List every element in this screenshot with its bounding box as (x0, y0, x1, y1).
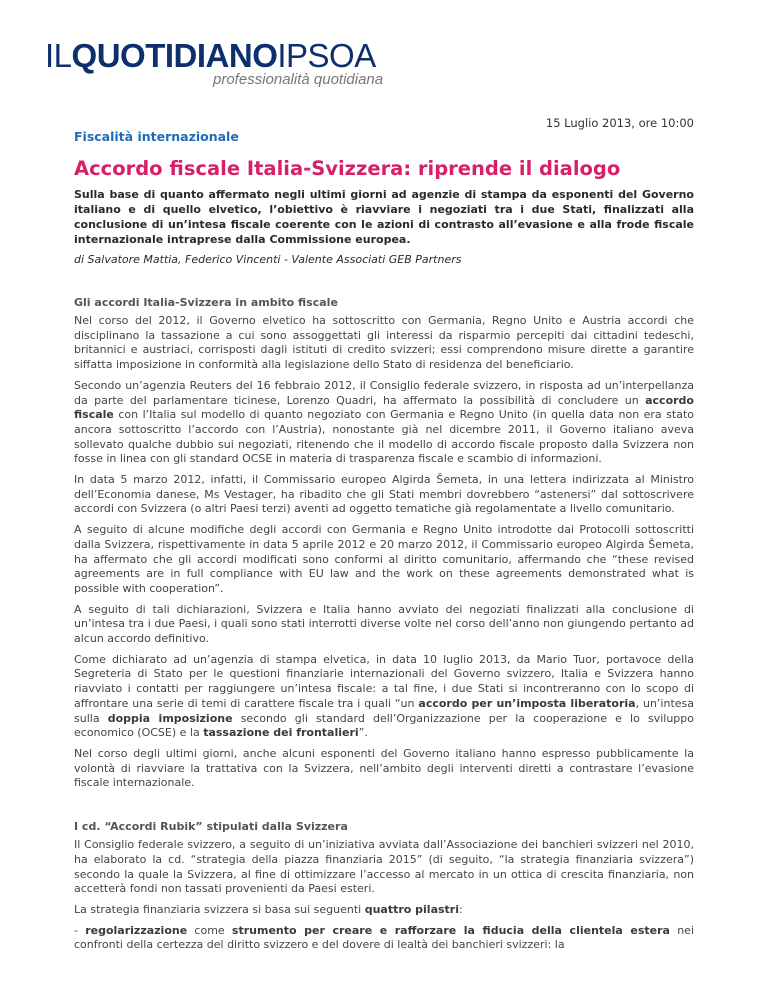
text-run: ”. (358, 726, 368, 740)
text-run: La strategia finanziaria svizzera si basa sui seguenti (74, 902, 365, 916)
paragraph (74, 653, 694, 741)
bold-term: accordo fiscale (74, 393, 694, 422)
text-run: , un’intesa sulla (74, 696, 695, 725)
bold-term: accordo per un’imposta liberatoria (418, 696, 636, 710)
paragraph: Nel corso del 2012, il Governo elvetico ha sottoscritto con Germania, Regno Unito e Austria accordi che disciplinano la tassazione a cui sono assoggettati gli interessi da risparmio percepiti dai cittadini tedeschi, britannici e austriaci, corrisposti dagli istituti di credito svizzeri; essi comprendono misure dirette a garantire siffatta imposizione in conformità alla legislazione dello Stato di residenza del beneficiario. (74, 314, 694, 372)
bold-term: doppia imposizione (107, 711, 233, 725)
paragraph: A seguito di alcune modifiche degli accordi con Germania e Regno Unito introdotte dai Protocolli sottoscritti dalla Svizzera, rispettivamente in data 5 aprile 2012 e 20 marzo 2012, il Commissario europeo Algirda Šemeta, ha affermato che gli accordi modificati sono conformi al diritto comunitario, affermando che “these revised agreements are in full compliance with EU law and the work on these agreements demonstrated what is possible with cooperation”. (74, 523, 694, 595)
bold-term: strumento per creare e rafforzare la fiducia della clientela estera (231, 923, 670, 937)
bold-term: tassazione dei frontalieri (203, 726, 359, 740)
paragraph (74, 379, 694, 467)
paragraph: A seguito di tali dichiarazioni, Svizzera e Italia hanno avviato dei negoziati finalizzati alla conclusione di un’intesa tra i due Paesi, i quali sono stati interrotti diverse volte nel corso dell’anno non giungendo pertanto ad alcun accordo definitivo. (74, 602, 694, 646)
publication-logo[interactable] (45, 38, 383, 88)
article-abstract: Sulla base di quanto affermato negli ultimi giorni ad agenzie di stampa da esponenti del Governo italiano e di quello elvetico, l’obiettivo è riavviare i negoziati tra i due Stati, finalizzati alla conclusione di un’intesa fiscale coerente con le azioni di contrasto all’evasione e alla frode fiscale internazionale intraprese dalla Commissione europea. (74, 188, 694, 246)
text-run: come (187, 923, 232, 937)
text-run: : (459, 902, 463, 916)
logo-quotidiano: QUOTIDIANO (71, 37, 278, 74)
paragraph: In data 5 marzo 2012, infatti, il Commissario europeo Algirda Šemeta, in una lettera indirizzata al Ministro dell’Economia danese, Ms Vestager, ha ribadito che gli Stati membri dovrebbero “astenersi” dal sottoscrivere accordi con Svizzera (o altri Paesi terzi) aventi ad oggetto tematiche già regolamentate a livello comunitario. (74, 473, 694, 516)
section-heading: Gli accordi Italia-Svizzera in ambito fiscale (74, 296, 338, 309)
article-content (74, 129, 694, 959)
section-heading: I cd. “Accordi Rubik” stipulati dalla Svizzera (74, 820, 348, 834)
paragraph: Nel corso degli ultimi giorni, anche alcuni esponenti del Governo italiano hanno espresso pubblicamente la volontà di riavviare la trattativa con la Svizzera, nell’ambito degli interventi diretti a contrastare l’evasione fiscale internazionale. (74, 746, 694, 790)
bold-term: quattro pilastri (364, 902, 459, 916)
paragraph: Il Consiglio federale svizzero, a seguito di un’iniziativa avviata dall’Associazione dei banchieri svizzeri nel 2010, ha elaborato la cd. “strategia della piazza finanziaria 2015” (di seguito, “la strategia finanziaria svizzera”) secondo la quale la Svizzera, al fine di ottimizzare l’accesso al mercato in un ottica di crescita finanziaria, non accetterà fondi non tassati provenienti da Paesi esteri. (74, 838, 694, 896)
logo-tagline: professionalità quotidiana (213, 71, 384, 88)
logo-wordmark (45, 38, 383, 74)
article-title: Accordo fiscale Italia-Svizzera: riprende il dialogo (74, 157, 621, 180)
text-run: con l’Italia sul modello di quanto negoziato con Germania e Regno Unito (in quella data non era stato ancora sottoscritto l’accordo con l’Austria), nonostante già nel dicembre 2011, il Governo italiano aveva sollevato qualche dubbio sui negoziati, ritenendo che il modello di accordo fiscale proposto dalla Svizzera non fosse in linea con gli standard OCSE in materia di trasparenza fiscale e scambio di informazioni. (74, 408, 694, 466)
bold-term: regolarizzazione (85, 923, 188, 937)
text-run: Come dichiarato ad un’agenzia di stampa elvetica, in data 10 luglio 2013, da Mario Tuor, portavoce della Segreteria di Stato per le questioni finanziarie internazionali del Governo svizzero, Italia e Svizzera hanno riavviato i contatti per raggiungere un’intesa fiscale: a tal fine, i due Stati si incontreranno con lo scopo di affrontare una serie di temi di carattere fiscale tra i quali “un (74, 652, 694, 710)
publication-date: 15 Luglio 2013, ore 10:00 (545, 116, 694, 130)
logo-il: IL (45, 37, 72, 74)
text-run: - (74, 923, 86, 937)
text-run: secondo gli standard dell’Organizzazione per la cooperazione e lo sviluppo economico (OCSE) e la (74, 711, 694, 740)
paragraph (74, 903, 694, 918)
text-run: nei confronti della certezza del diritto svizzero e del dovere di lealtà dei banchieri svizzeri: la (74, 923, 694, 952)
logo-ipsoa: IPSOA (277, 37, 376, 74)
section-label[interactable]: Fiscalità internazionale (74, 129, 239, 144)
text-run: Secondo un’agenzia Reuters del 16 febbraio 2012, il Consiglio federale svizzero, in risposta ad un’interpellanza da parte del parlamentare ticinese, Lorenzo Quadri, ha affermato la possibilità di concludere un (74, 378, 694, 407)
paragraph (74, 924, 694, 953)
article-authors: di Salvatore Mattia, Federico Vincenti - Valente Associati GEB Partners (74, 253, 462, 266)
